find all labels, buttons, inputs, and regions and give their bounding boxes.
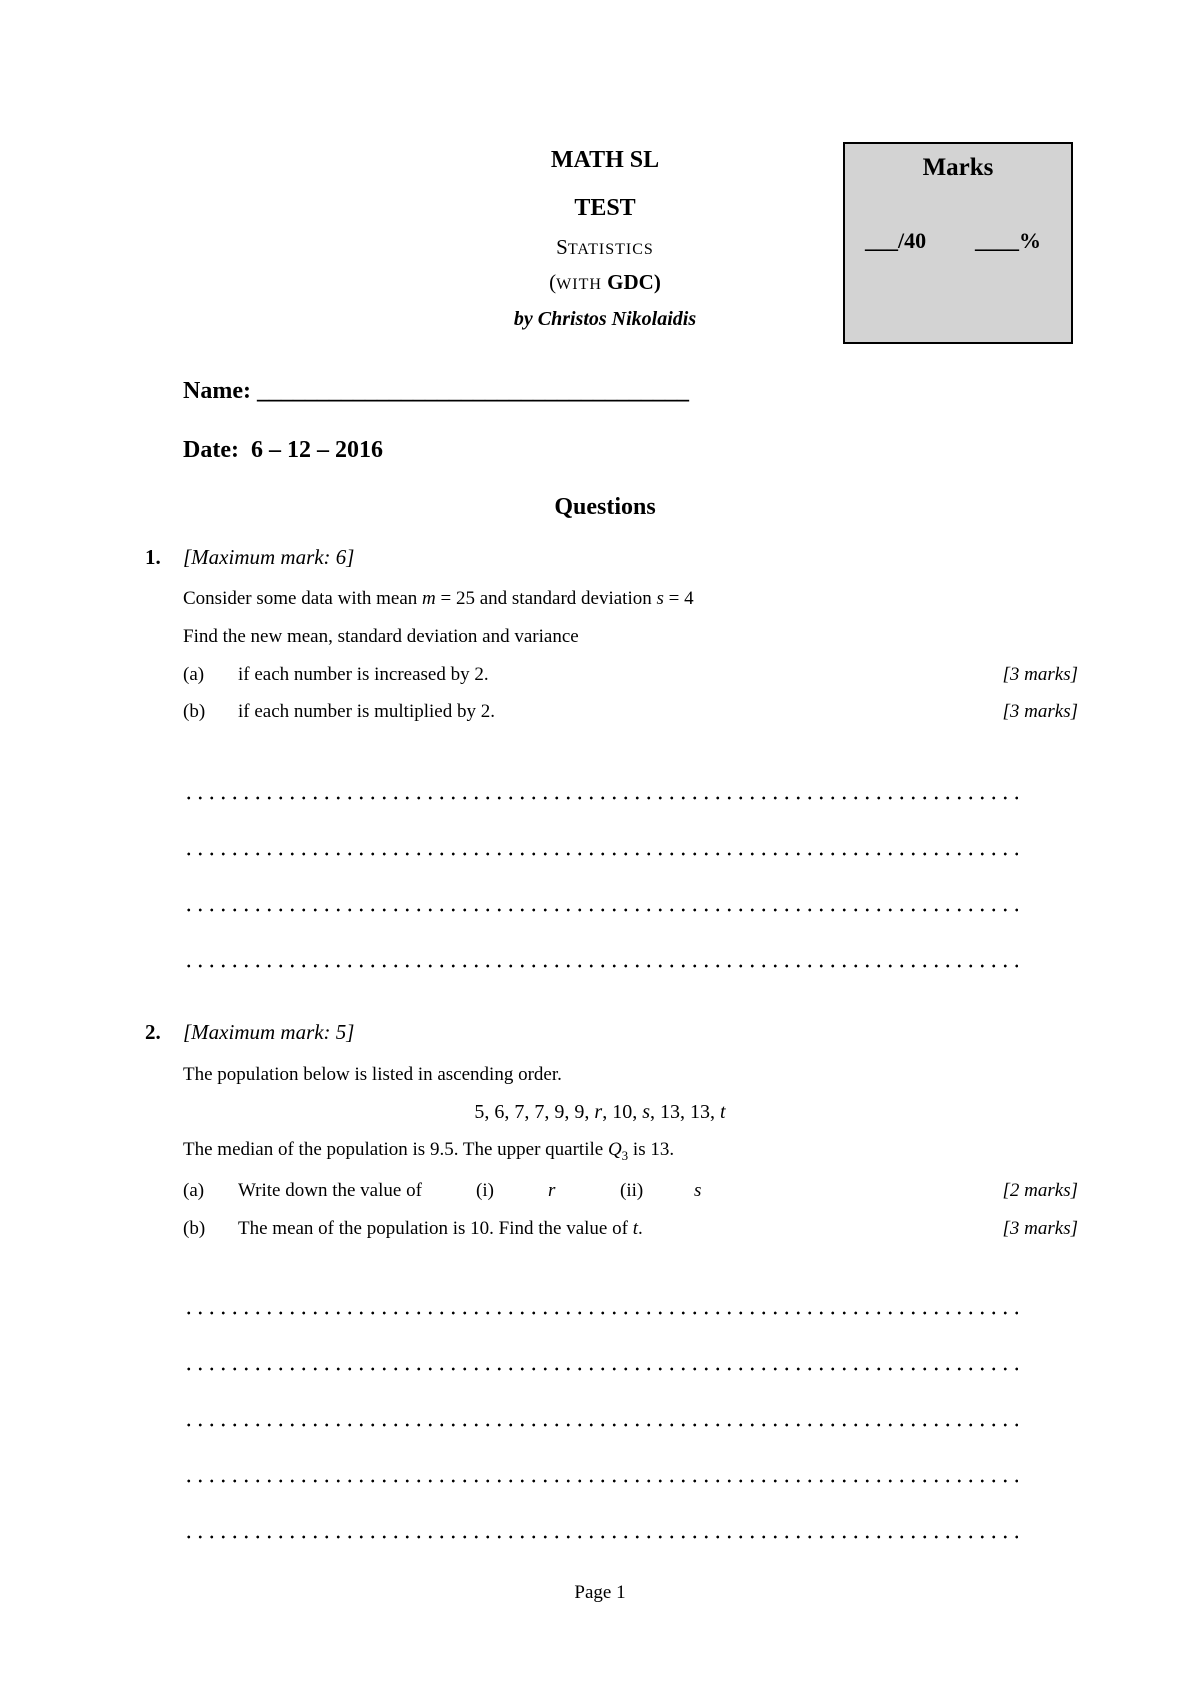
part-label: (a) (183, 1180, 205, 1201)
gdc-note (450, 270, 760, 295)
part-label: (b) (183, 1218, 206, 1239)
median-text: The median of the population is 9.5. The upper quartile (183, 1139, 608, 1160)
question-intro (183, 588, 694, 610)
part-marks: [3 marks] (1002, 1218, 1078, 1239)
answer-line[interactable] (183, 964, 1018, 968)
gdc-with: WITH (556, 276, 602, 293)
gdc-open: ( (549, 270, 557, 294)
marks-percent-field[interactable]: ____% (975, 228, 1041, 253)
part-marks: [2 marks] (1002, 1180, 1078, 1201)
topic-initial: S (556, 235, 568, 259)
answer-line[interactable] (183, 908, 1018, 912)
date-row (183, 437, 383, 464)
question-number: 1. (145, 545, 161, 569)
part-label: (a) (183, 664, 205, 685)
max-mark: [Maximum mark: 6] (183, 545, 355, 569)
var-q-subscript: 3 (621, 1147, 629, 1163)
section-title: Questions (554, 494, 656, 520)
answer-line[interactable] (183, 1479, 1018, 1483)
data-sequence (0, 1101, 1200, 1124)
part-marks: [3 marks] (1002, 664, 1078, 685)
var-m: m (422, 588, 436, 609)
sequence-part: 5, 6, 7, 7, 9, 9, (474, 1101, 595, 1123)
var-r: r (594, 1101, 603, 1123)
intro-text-mid: = 25 and standard deviation (435, 588, 657, 609)
median-line (183, 1139, 674, 1164)
part-text (238, 1218, 643, 1240)
part-text: if each number is increased by 2. (238, 664, 489, 685)
part-text: Write down the value of (238, 1180, 422, 1201)
var-t: t (632, 1218, 638, 1239)
answer-line[interactable] (183, 1423, 1018, 1427)
section-title-wrap (0, 494, 1200, 521)
author-line: by Christos Nikolaidis (513, 308, 697, 330)
intro-text-end: = 4 (663, 588, 694, 609)
date-label: Date: (183, 437, 239, 463)
answer-line[interactable] (183, 852, 1018, 856)
marks-box (843, 142, 1073, 344)
var-t: t (720, 1101, 726, 1123)
marks-title: Marks (922, 154, 994, 181)
answer-line[interactable] (183, 1367, 1018, 1371)
part-marks: [3 marks] (1002, 701, 1078, 722)
part-text-end: . (637, 1218, 643, 1239)
intro-text: Consider some data with mean (183, 588, 423, 609)
answer-line[interactable] (183, 1535, 1018, 1539)
subpart-label: (i) (476, 1180, 494, 1201)
var-s: s (656, 588, 664, 609)
part-text-body: The mean of the population is 10. Find the value of (238, 1218, 633, 1239)
median-text-end: is 13. (628, 1139, 675, 1160)
question-prompt: Find the new mean, standard deviation and variance (183, 626, 579, 647)
sequence-part: , 13, 13, (650, 1101, 721, 1123)
date-value: 6 – 12 – 2016 (250, 437, 383, 463)
name-field[interactable]: ____________________________________ (256, 378, 689, 404)
var-s: s (642, 1101, 651, 1123)
subpart-label: (ii) (620, 1180, 644, 1201)
question-intro: The population below is listed in ascending order. (183, 1064, 562, 1085)
marks-score-field[interactable]: ___/40 (865, 228, 927, 253)
name-row (183, 378, 689, 405)
topic-rest: TATISTICS (567, 241, 654, 258)
part-label: (b) (183, 701, 206, 722)
question-number: 2. (145, 1020, 161, 1044)
page-number: Page 1 (574, 1582, 626, 1603)
test-title: TEST (574, 195, 636, 221)
topic-title (450, 235, 760, 260)
name-label: Name: (183, 378, 251, 404)
gdc-name: GDC) (601, 270, 661, 294)
subpart-var: r (548, 1180, 556, 1201)
answer-line[interactable] (183, 796, 1018, 800)
answer-line[interactable] (183, 1311, 1018, 1315)
subpart-var: s (694, 1180, 702, 1201)
course-title: MATH SL (550, 147, 660, 173)
var-q: Q (607, 1139, 622, 1160)
sequence-part: , 10, (602, 1101, 643, 1123)
part-text: if each number is multiplied by 2. (238, 701, 495, 722)
max-mark: [Maximum mark: 5] (183, 1020, 355, 1044)
